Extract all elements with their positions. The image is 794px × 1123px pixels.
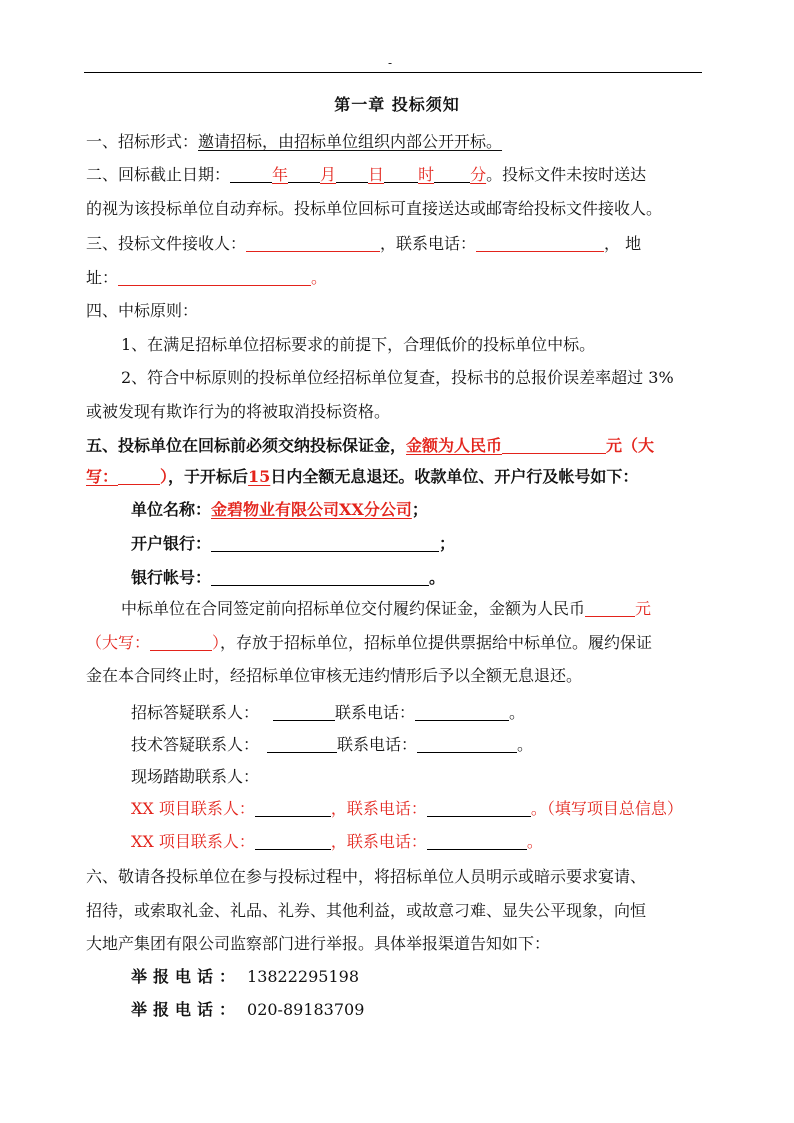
tech-contact-label: 技术答疑联系人： <box>131 735 260 754</box>
section-3-line-1 <box>86 233 641 255</box>
minute-label: 分 <box>470 165 487 184</box>
receiver-field[interactable] <box>246 235 380 252</box>
receiver-label: 三、投标文件接收人： <box>86 234 247 253</box>
project-contact-2-phone-field[interactable] <box>427 833 527 850</box>
performance-line-1 <box>121 598 651 620</box>
tech-contact-row <box>131 734 533 756</box>
section-3-line-2 <box>86 267 327 289</box>
deposit-lead: 五、投标单位在回标前必须交纳投标保证金， <box>86 436 407 455</box>
hotline-row-2 <box>131 999 364 1021</box>
performance-line-2 <box>86 632 652 654</box>
unit-name-label: 单位名称： <box>131 500 212 519</box>
project-contact-1-phone-field[interactable] <box>427 800 531 817</box>
hotline-row-1 <box>131 966 359 988</box>
hour-blank[interactable] <box>384 166 418 183</box>
unit-name-value: 金碧物业有限公司XX分公司 <box>211 500 412 519</box>
performance-daxie-close: ） <box>212 633 221 652</box>
tech-phone-label: 联系电话： <box>337 735 418 754</box>
minute-blank[interactable] <box>434 166 470 183</box>
project-contact-1-phone-label: ，联系电话： <box>330 799 427 818</box>
bank-end: ； <box>439 534 456 553</box>
qa-end: 。 <box>509 703 526 722</box>
hotline-1-label: 举报电话： <box>131 967 242 986</box>
section-6-line-1: 六、敬请各投标单位在参与投标过程中，将招标单位人员明示或暗示要求宴请、 <box>86 867 647 886</box>
header-rule <box>84 72 702 73</box>
hotline-2-label: 举报电话： <box>131 1000 242 1019</box>
account-row <box>131 567 445 589</box>
month-label: 月 <box>320 165 337 184</box>
performance-daxie-label: （大写： <box>86 633 151 652</box>
performance-daxie-field[interactable] <box>150 634 212 651</box>
hotline-2-number: 020-89183709 <box>247 1000 365 1019</box>
section-2-line-1 <box>86 164 646 186</box>
principle-item-2: 2、符合中标原则的投标单位经招标单位复查，投标书的总报价误差率超过 3% <box>121 368 674 387</box>
project-contact-row-1 <box>131 798 683 820</box>
hour-label: 时 <box>418 165 435 184</box>
address-end: 。 <box>311 268 328 287</box>
performance-amount-field[interactable] <box>585 600 635 617</box>
refund-text-1: ，于开标后 <box>168 467 249 486</box>
qa-phone-field[interactable] <box>415 704 509 721</box>
section-6-line-2: 招待，或索取礼金、礼品、礼券、其他利益，或故意刁难、显失公平现象，向恒 <box>86 901 647 920</box>
year-blank[interactable] <box>230 166 272 183</box>
project-contact-2-end: 。 <box>526 832 543 851</box>
site-contact-label: 现场踏勘联系人： <box>131 767 260 786</box>
header-mark: - <box>388 56 393 70</box>
page-title: 第一章 投标须知 <box>334 95 460 114</box>
receiver-phone-label: ，联系电话： <box>380 234 477 253</box>
section-1 <box>86 131 502 153</box>
section-6-line-3: 大地产集团有限公司监察部门进行举报。具体举报渠道告知如下： <box>86 934 551 953</box>
deposit-amount-field[interactable] <box>502 437 606 454</box>
address-label-part-1: ， 地 <box>604 234 642 253</box>
refund-text-2: 日内全额无息退还。收款单位、开户行及帐号如下： <box>270 467 639 486</box>
section-4-label: 四、中标原则： <box>86 301 199 320</box>
section-1-value: 邀请招标，由招标单位组织内部公开开标。 <box>198 132 503 151</box>
unit-name-end: ； <box>411 500 428 519</box>
project-contact-1-note: 。（填写项目总信息） <box>530 799 683 818</box>
deposit-amount-label: 金额为人民币 <box>406 436 503 455</box>
project-contact-2-field[interactable] <box>255 833 331 850</box>
qa-phone-label: 联系电话： <box>335 703 416 722</box>
section-2-line-2: 的视为该投标单位自动弃标。投标单位回标可直接送达或邮寄给投标文件接收人。 <box>86 199 663 218</box>
performance-line-3: 金在本合同终止时，经招标单位审核无违约情形后予以全额无息退还。 <box>86 666 583 685</box>
performance-yuan: 元 <box>635 599 652 618</box>
deposit-yuan: 元（大 <box>606 436 655 455</box>
qa-contact-row <box>131 702 525 724</box>
section-5-line-1 <box>86 435 654 457</box>
unit-name-row <box>131 499 428 521</box>
account-end: 。 <box>429 568 446 587</box>
deposit-daxie-label: 写： <box>86 467 119 486</box>
project-contact-2-label: XX 项目联系人： <box>131 832 255 851</box>
qa-contact-field[interactable] <box>273 704 335 721</box>
tech-end: 。 <box>517 735 534 754</box>
bank-row <box>131 533 455 555</box>
deposit-daxie-close: ） <box>160 467 169 486</box>
account-field[interactable] <box>211 569 429 586</box>
section-5-line-2 <box>86 466 638 488</box>
bank-field[interactable] <box>211 535 439 552</box>
project-contact-row-2 <box>131 831 543 853</box>
hotline-1-number: 13822295198 <box>247 967 359 986</box>
tech-phone-field[interactable] <box>417 736 517 753</box>
section-2-rest: 。投标文件未按时送达 <box>486 165 647 184</box>
performance-text-1: 中标单位在合同签定前向招标单位交付履约保证金，金额为人民币 <box>121 599 586 618</box>
project-contact-1-label: XX 项目联系人： <box>131 799 255 818</box>
project-contact-1-field[interactable] <box>255 800 331 817</box>
bank-label: 开户银行： <box>131 534 212 553</box>
refund-days: 15 <box>248 467 271 486</box>
principle-item-1: 1、在满足招标单位招标要求的前提下，合理低价的投标单位中标。 <box>121 335 596 354</box>
year-label: 年 <box>272 165 289 184</box>
performance-text-2: ，存放于招标单位，招标单位提供票据给中标单位。履约保证 <box>220 633 653 652</box>
day-label: 日 <box>368 165 385 184</box>
address-label-part-2: 址： <box>86 268 119 287</box>
site-contact-row <box>131 766 259 788</box>
project-contact-2-phone-label: ，联系电话： <box>330 832 427 851</box>
section-2-label: 二、回标截止日期： <box>86 165 231 184</box>
deposit-daxie-field[interactable] <box>118 468 160 485</box>
day-blank[interactable] <box>336 166 368 183</box>
qa-contact-label: 招标答疑联系人： <box>131 703 260 722</box>
account-label: 银行帐号： <box>131 568 212 587</box>
address-field[interactable] <box>118 269 311 286</box>
month-blank[interactable] <box>288 166 320 183</box>
principle-item-2-cont: 或被发现有欺诈行为的将被取消投标资格。 <box>86 402 391 421</box>
receiver-phone-field[interactable] <box>476 235 604 252</box>
tech-contact-field[interactable] <box>267 736 337 753</box>
section-1-label: 一、招标形式： <box>86 132 199 151</box>
